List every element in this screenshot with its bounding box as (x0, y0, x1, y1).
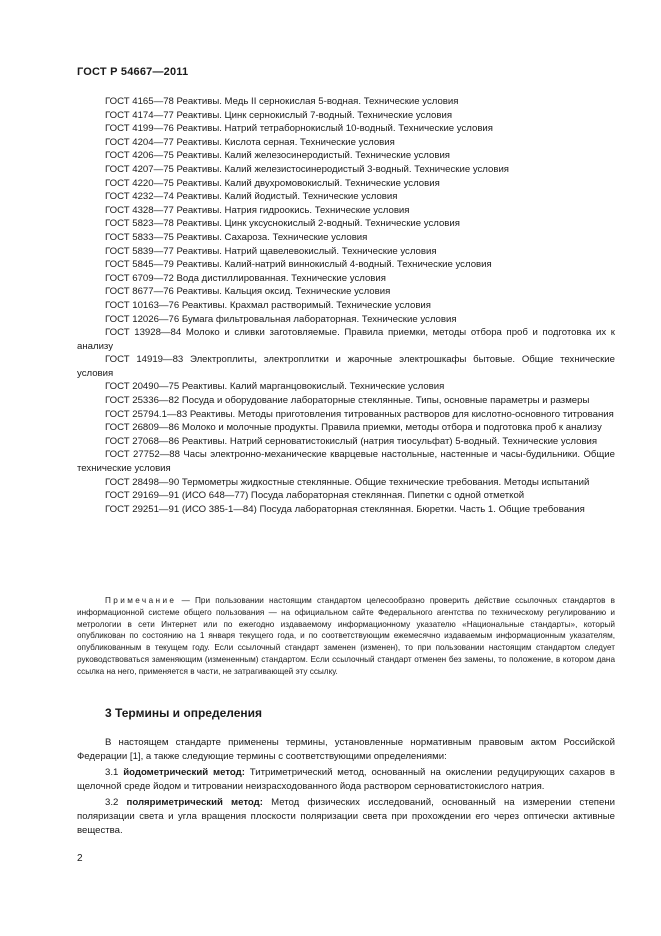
reference-item: ГОСТ 29251—91 (ИСО 385-1—84) Посуда лабораторная стеклянная. Бюретки. Часть 1. Общие требования (105, 503, 585, 515)
term-definition (77, 766, 615, 793)
references-note (77, 595, 615, 678)
reference-item: ГОСТ 27068—86 Реактивы. Натрий серноватистокислый (натрия тиосульфат) 5-водный. Технические условия (105, 435, 598, 447)
reference-item: ГОСТ 4174—77 Реактивы. Цинк сернокислый 7-водный. Технические условия (105, 109, 453, 121)
page-number: 2 (77, 853, 83, 864)
reference-item: ГОСТ 4206—75 Реактивы. Калий железосинеродистый. Технические условия (105, 150, 450, 162)
reference-item: ГОСТ 4165—78 Реактивы. Медь II сернокислая 5-водная. Технические условия (105, 96, 459, 107)
term-text: Титриметрический метод, основанный на окислении редуцирующих сахаров в щелочной среде йодом и титровании неизрасходованного йода раствором серноватистокислого натрия. (77, 767, 615, 792)
reference-item: ГОСТ 4207—75 Реактивы. Калий железистосинеродистый 3-водный. Технические условия (105, 163, 510, 175)
note-text: — При пользовании настоящим стандартом целесообразно проверить действие ссылочных стандартов в информационной системе общего пользования — на официальном сайте Федерального агентства по техническому регулированию и метрологии в сети Интернет или по ежегодно издаваемому информационному указателю «Национальные стандарты», который опубликован по состоянию на 1 января текущего года, и по соответствующим ежемесячно издаваемым информационным указателям, опубликованным в текущем году. Если ссылочный стандарт заменен (изменен), то при пользовании настоящим стандартом следует руководствоваться заменяющим (измененным) стандартом. Если ссылочный стандарт отменен без замены, то положение, в котором дана ссылка на него, применяется в части, не затрагивающей эту ссылку. (77, 596, 615, 676)
reference-item: ГОСТ 4328—77 Реактивы. Натрия гидроокись. Технические условия (105, 204, 410, 216)
reference-item: ГОСТ 29169—91 (ИСО 648—77) Посуда лабораторная стеклянная. Пипетки с одной отметкой (105, 490, 525, 502)
reference-item: ГОСТ 4220—75 Реактивы. Калий двухромовокислый. Технические условия (105, 177, 440, 189)
normative-references-list (77, 95, 615, 516)
section-title: 3 Термины и определения (105, 706, 263, 720)
note-label: Примечание (105, 596, 177, 605)
reference-item: ГОСТ 25794.1—83 Реактивы. Методы приготовления титрованных растворов для кислотно-основного титрования (105, 408, 614, 420)
reference-item: ГОСТ 28498—90 Термометры жидкостные стеклянные. Общие технические требования. Методы испытаний (105, 476, 590, 488)
reference-item: ГОСТ 13928—84 Молоко и сливки заготовляемые. Правила приемки, методы отбора проб и подготовка их к анализу (77, 327, 615, 352)
term-text: Метод физических исследований, основанный на измерении степени поляризации света и угла вращения плоскости поляризации света при прохождении его через оптически активные вещества. (77, 797, 615, 836)
term-definition (77, 796, 615, 837)
reference-item: ГОСТ 27752—88 Часы электронно-механические кварцевые настольные, настенные и часы-будильники. Общие технические условия (77, 449, 615, 475)
reference-item: ГОСТ 4204—77 Реактивы. Кислота серная. Технические условия (105, 136, 395, 148)
reference-item: ГОСТ 5823—78 Реактивы. Цинк уксуснокислый 2-водный. Технические условия (105, 218, 460, 230)
term-name: поляриметрический метод: (126, 797, 263, 809)
reference-item: ГОСТ 26809—86 Молоко и молочные продукты. Правила приемки, методы отбора и подготовка проб к анализу (105, 422, 602, 434)
section-body (77, 736, 615, 840)
document-header: ГОСТ Р 54667—2011 (77, 66, 189, 78)
reference-item: ГОСТ 25336—82 Посуда и оборудование лабораторные стеклянные. Типы, основные параметры и размеры (105, 395, 590, 407)
reference-item: ГОСТ 20490—75 Реактивы. Калий марганцовокислый. Технические условия (105, 381, 445, 393)
reference-item: ГОСТ 8677—76 Реактивы. Кальция оксид. Технические условия (105, 286, 391, 298)
reference-item: ГОСТ 12026—76 Бумага фильтровальная лабораторная. Технические условия (105, 313, 457, 325)
reference-item: ГОСТ 14919—83 Электроплиты, электроплитки и жарочные электрошкафы бытовые. Общие технические условия (77, 354, 615, 379)
reference-item: ГОСТ 6709—72 Вода дистиллированная. Технические условия (105, 272, 386, 284)
reference-item: ГОСТ 4232—74 Реактивы. Калий йодистый. Технические условия (105, 191, 398, 203)
term-number: 3.1 (105, 767, 119, 779)
reference-item: ГОСТ 5833—75 Реактивы. Сахароза. Технические условия (105, 231, 368, 243)
term-number: 3.2 (105, 797, 119, 809)
reference-item: ГОСТ 5845—79 Реактивы. Калий-натрий виннокислый 4-водный. Технические условия (105, 259, 492, 271)
reference-item: ГОСТ 5839—77 Реактивы. Натрий щавелевокислый. Технические условия (105, 245, 437, 257)
section-intro: В настоящем стандарте применены термины, установленные нормативным правовым актом Российской Федерации [1], а также следующие термины с соответствующими определениями: (77, 737, 615, 762)
term-name: йодометрический метод: (123, 767, 245, 779)
reference-item: ГОСТ 10163—76 Реактивы. Крахмал растворимый. Технические условия (105, 299, 431, 311)
reference-item: ГОСТ 4199—76 Реактивы. Натрий тетраборнокислый 10-водный. Технические условия (105, 123, 493, 135)
